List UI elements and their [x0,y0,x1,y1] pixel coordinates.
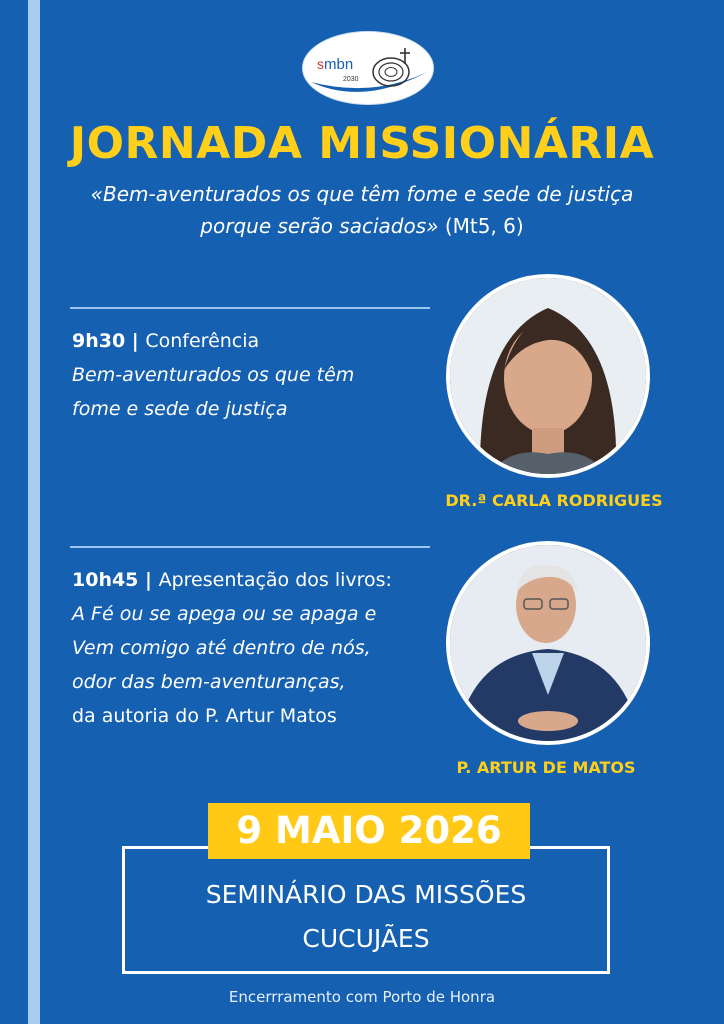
venue-line-1: SEMINÁRIO DAS MISSÕES [205,880,527,909]
session-2-line: A Fé ou se apega ou se apaga e [72,603,377,625]
logo-text: smbn [317,56,354,73]
session-1-divider [70,307,430,309]
event-date: 9 MAIO 2026 [208,803,530,859]
portrait-carla-rodrigues [446,274,650,478]
session-2 [72,563,392,733]
quote-line-1: «Bem-aventurados os que têm fome e sede de justiça [90,182,634,206]
session-1-line: Bem-aventurados os que têm [72,364,355,386]
venue-box [122,846,610,974]
session-1-heading: 9h30 | Conferência [72,330,260,352]
session-2-line: da autoria do P. Artur Matos [72,705,337,727]
footer-note: Encerrramento com Porto de Honra [228,988,496,1006]
portrait-artur-de-matos [446,541,650,745]
quote-line-2: porque serão saciados» (Mt5, 6) [200,214,524,238]
venue-line-2: CUCUJÃES [302,924,430,953]
session-2-divider [70,546,430,548]
scripture-quote [0,178,724,242]
globe-cross-icon [369,44,417,92]
speaker-2-name: P. ARTUR DE MATOS [456,758,636,777]
session-1-line: fome e sede de justiça [72,398,288,420]
smbn-logo [303,32,433,104]
event-title: JORNADA MISSIONÁRIA [69,118,655,169]
logo-year: 2030 [343,76,359,83]
session-2-line: odor das bem-aventuranças, [72,671,346,693]
session-2-line: Vem comigo até dentro de nós, [72,637,371,659]
session-2-heading: 10h45 | Apresentação dos livros: [72,569,392,591]
session-1 [72,324,354,426]
speaker-1-name: DR.ª CARLA RODRIGUES [445,491,663,510]
